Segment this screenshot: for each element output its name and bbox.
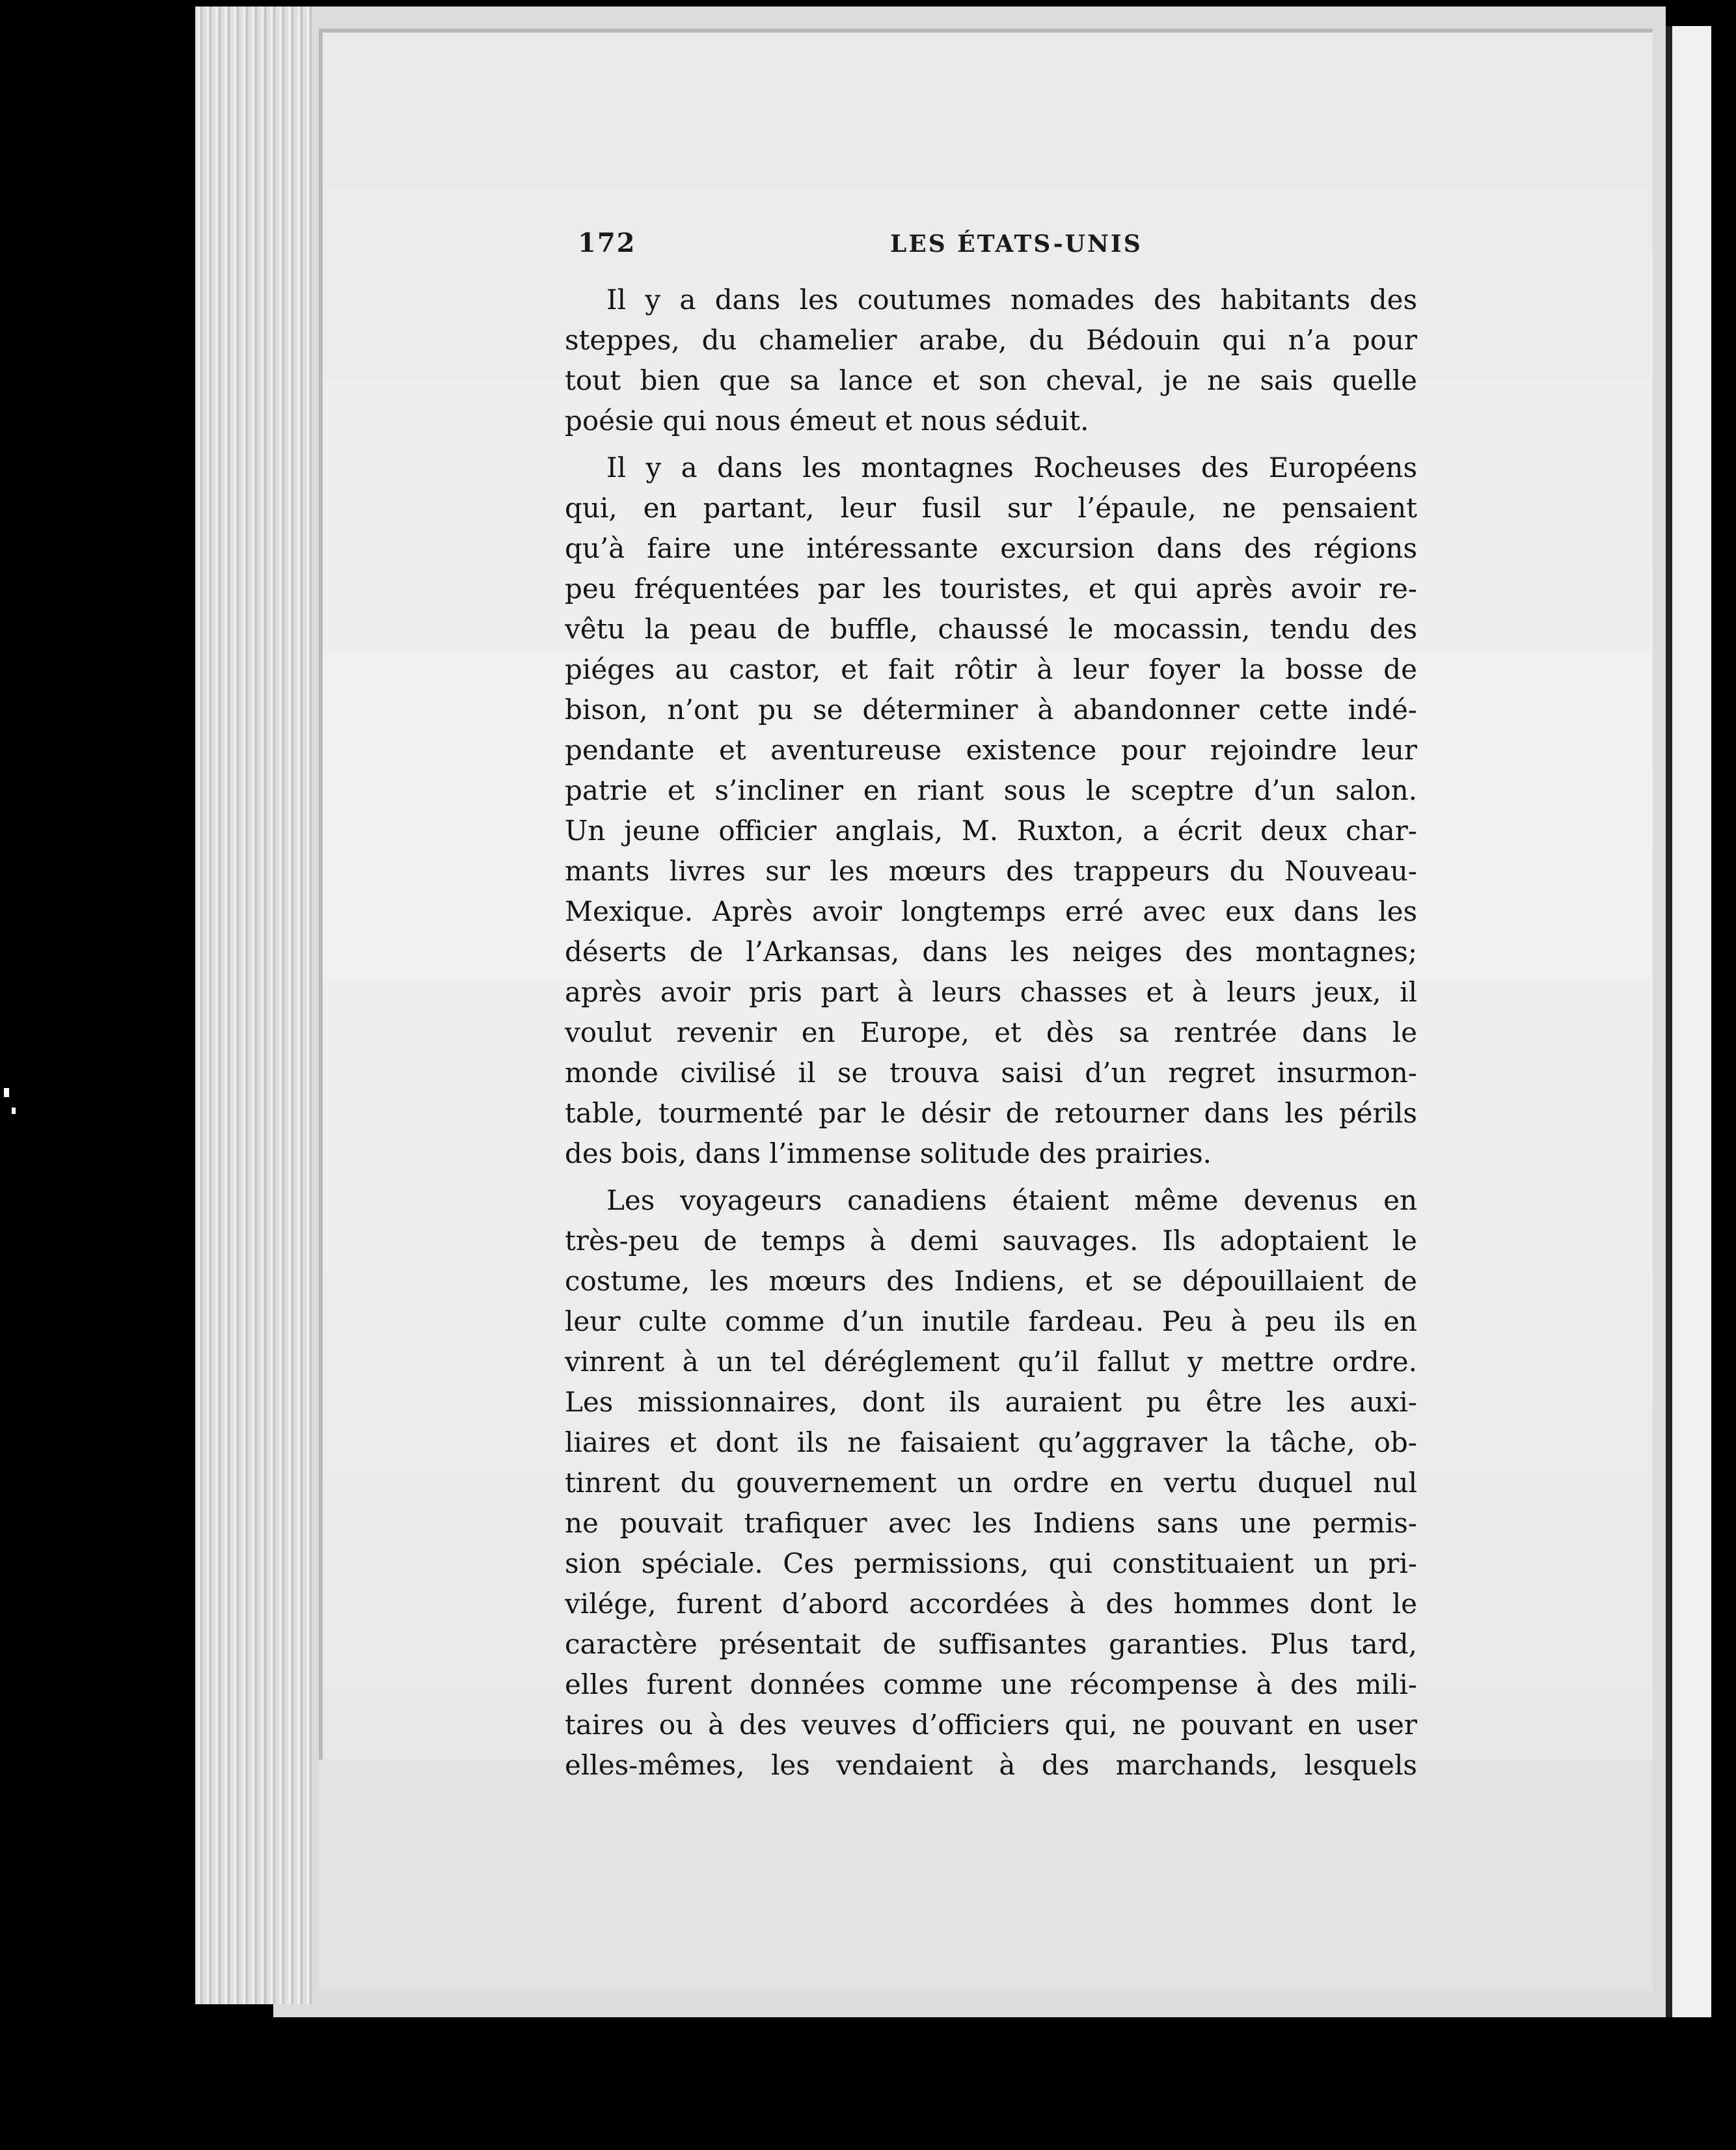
page-bottom-margin — [319, 1760, 1653, 1991]
scan-right-border — [1711, 0, 1736, 2150]
text-line: sion spéciale. Ces permissions, qui constituaient un pri- — [565, 1547, 1417, 1579]
paragraph — [565, 1180, 1417, 1786]
body-text — [565, 280, 1417, 1786]
page-number: 172 — [578, 228, 636, 258]
text-line: Les voyageurs canadiens étaient même devenus en — [606, 1184, 1417, 1216]
text-line: après avoir pris part à leurs chasses et à leurs jeux, il — [565, 976, 1417, 1008]
text-line: monde civilisé il se trouva saisi d’un regret insurmon- — [565, 1057, 1417, 1089]
text-line: bison, n’ont pu se déterminer à abandonner cette indé- — [565, 694, 1417, 726]
paragraph-gap — [565, 441, 1417, 448]
text-line: liaires et dont ils ne faisaient qu’aggraver la tâche, ob- — [565, 1426, 1417, 1458]
text-line: qu’à faire une intéressante excursion dans des régions — [565, 532, 1417, 564]
text-line: table, tourmenté par le désir de retourner dans les périls — [565, 1097, 1417, 1129]
text-line: Mexique. Après avoir longtemps erré avec eux dans les — [565, 895, 1417, 927]
text-line: piéges au castor, et fait rôtir à leur foyer la bosse de — [565, 653, 1417, 685]
text-line: vêtu la peau de buffle, chaussé le mocassin, tendu des — [565, 613, 1417, 645]
text-line: elles furent données comme une récompense à des mili- — [565, 1668, 1417, 1700]
text-line: elles-mêmes, les vendaient à des marchands, lesquels — [565, 1749, 1417, 1781]
text-line: des bois, dans l’immense solitude des prairies. — [565, 1137, 1212, 1169]
text-line: patrie et s’incliner en riant sous le sceptre d’un salon. — [565, 774, 1417, 806]
text-line: Un jeune officier anglais, M. Ruxton, a écrit deux char- — [565, 815, 1417, 847]
scan-speck — [12, 1108, 16, 1114]
paragraph — [565, 280, 1417, 441]
paragraph — [565, 448, 1417, 1174]
text-line: ne pouvait trafiquer avec les Indiens sans une permis- — [565, 1507, 1417, 1539]
book-page-edges — [195, 7, 312, 2004]
facing-page-edge — [1666, 26, 1718, 2017]
running-title: LES ÉTATS-UNIS — [890, 230, 1143, 258]
text-line: Il y a dans les coutumes nomades des habitants des — [606, 284, 1417, 316]
text-line: déserts de l’Arkansas, dans les neiges des montagnes; — [565, 936, 1417, 968]
paragraph-gap — [565, 1174, 1417, 1180]
text-line: costume, les mœurs des Indiens, et se dépouillaient de — [565, 1265, 1417, 1297]
text-line: très-peu de temps à demi sauvages. Ils adoptaient le — [565, 1225, 1417, 1257]
text-line: tout bien que sa lance et son cheval, je ne sais quelle — [565, 364, 1417, 396]
text-line: pendante et aventureuse existence pour rejoindre leur — [565, 734, 1417, 766]
text-line: Il y a dans les montagnes Rocheuses des Européens — [606, 452, 1417, 483]
text-line: vinrent à un tel déréglement qu’il fallut y mettre ordre. — [565, 1346, 1417, 1378]
text-line: qui, en partant, leur fusil sur l’épaule, ne pensaient — [565, 492, 1417, 524]
text-line: steppes, du chamelier arabe, du Bédouin qui n’a pour — [565, 324, 1417, 356]
text-line: Les missionnaires, dont ils auraient pu être les auxi- — [565, 1386, 1417, 1418]
text-line: caractère présentait de suffisantes garanties. Plus tard, — [565, 1628, 1417, 1660]
text-line: mants livres sur les mœurs des trappeurs du Nouveau- — [565, 855, 1417, 887]
running-head — [578, 228, 1411, 267]
text-line: poésie qui nous émeut et nous séduit. — [565, 405, 1089, 437]
text-line: vilége, furent d’abord accordées à des hommes dont le — [565, 1588, 1417, 1620]
text-line: tinrent du gouvernement un ordre en vertu duquel nul — [565, 1467, 1417, 1499]
text-line: taires ou à des veuves d’officiers qui, ne pouvant en user — [565, 1709, 1417, 1741]
text-line: voulut revenir en Europe, et dès sa rentrée dans le — [565, 1016, 1417, 1048]
text-line: peu fréquentées par les touristes, et qui après avoir re- — [565, 573, 1417, 605]
text-line: leur culte comme d’un inutile fardeau. Peu à peu ils en — [565, 1305, 1417, 1337]
scan-speck — [4, 1088, 9, 1097]
